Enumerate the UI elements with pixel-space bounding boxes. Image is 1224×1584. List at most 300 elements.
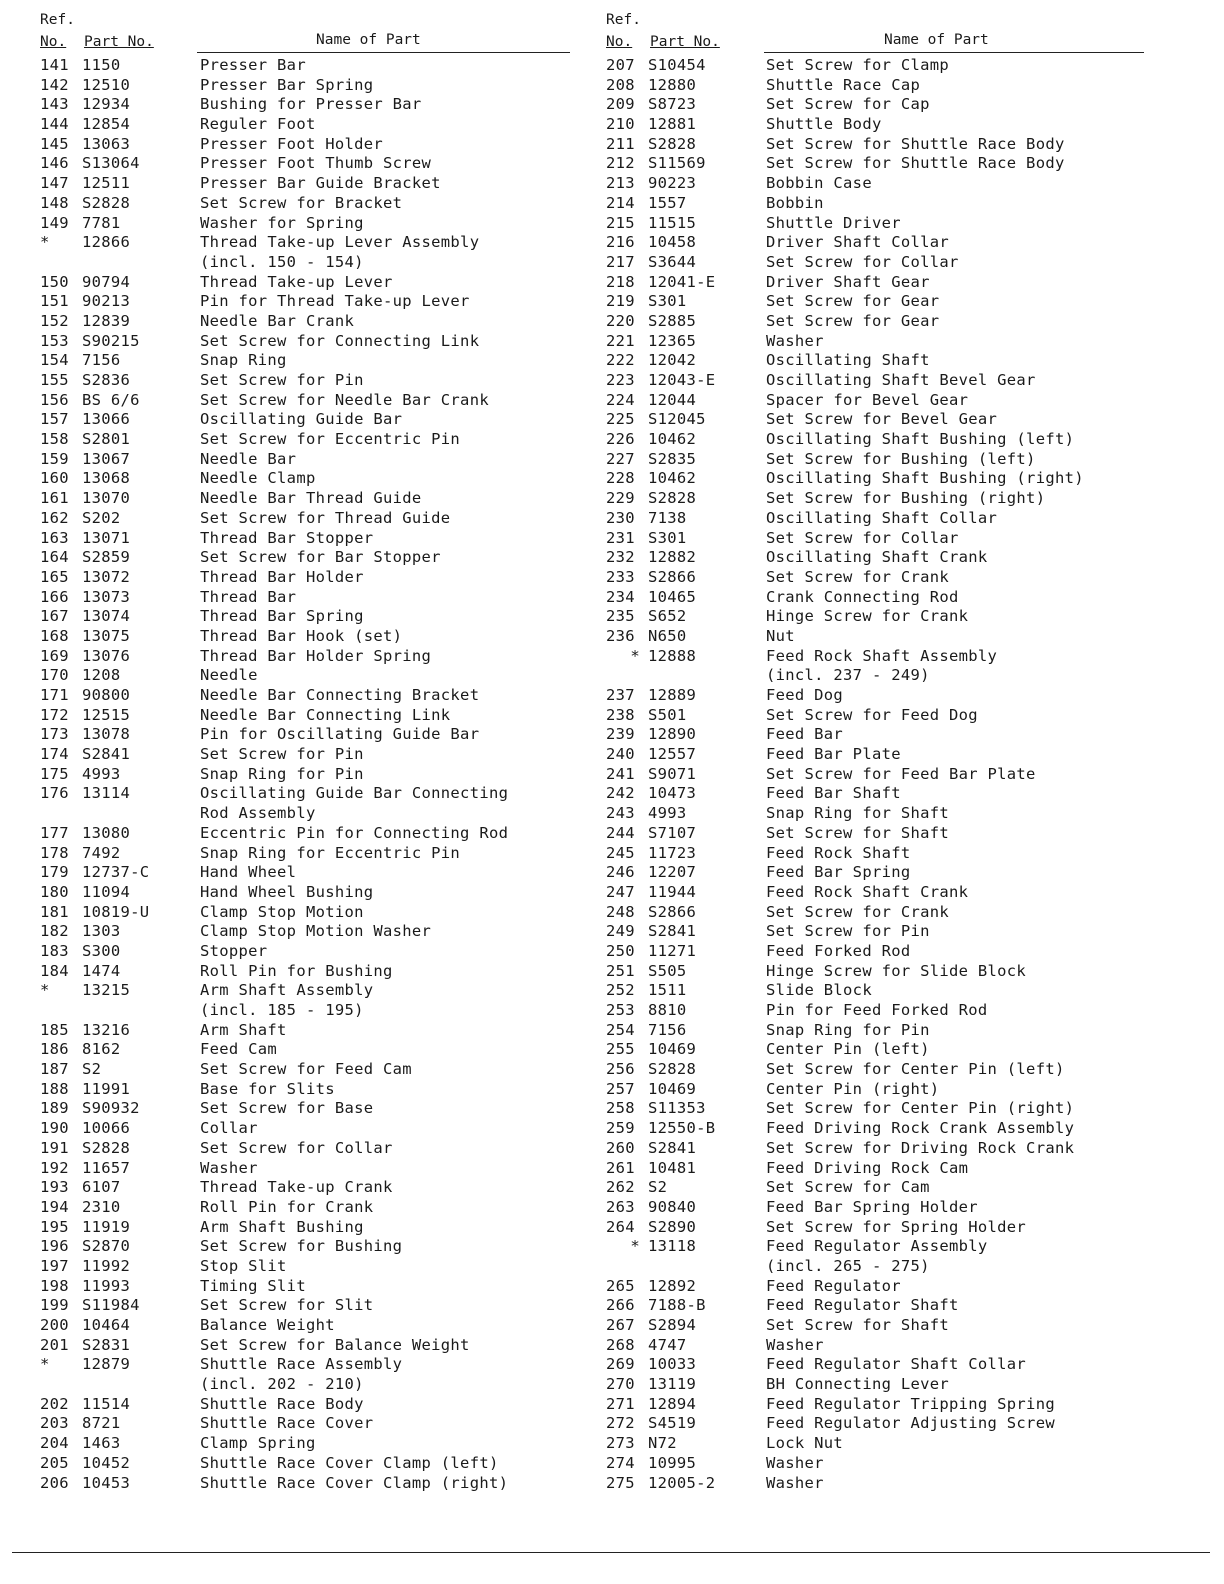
part-number: 8162: [82, 1040, 121, 1059]
ref-number: 273: [606, 1434, 635, 1453]
part-name: Shuttle Race Cap: [766, 75, 921, 94]
ref-number: 244: [606, 823, 635, 842]
ref-number: 216: [606, 233, 635, 252]
part-name: Balance Weight: [200, 1316, 335, 1334]
part-number: 7138: [648, 508, 687, 527]
part-row: [40, 1434, 580, 1454]
part-name: Oscillating Shaft Bushing (right): [766, 469, 1084, 488]
part-number: [648, 666, 766, 686]
part-name: Stopper: [200, 941, 268, 960]
part-row: [40, 1355, 580, 1375]
part-row: [606, 1257, 1166, 1277]
ref-number: 141: [40, 56, 69, 74]
ref-number: 182: [40, 922, 69, 941]
part-name: Needle Bar Connecting Link: [200, 705, 451, 724]
part-name: Set Screw for Gear: [766, 292, 940, 311]
part-number: 13070: [82, 489, 131, 508]
part-row: [40, 529, 580, 549]
part-row: [606, 1001, 1166, 1021]
part-row: [40, 725, 580, 745]
part-name: Set Screw for Clamp: [766, 56, 950, 74]
part-name: Set Screw for Collar: [766, 528, 959, 547]
part-name: Hand Wheel: [200, 863, 297, 882]
part-name: Set Screw for Pin: [200, 745, 364, 764]
ref-number: 142: [40, 75, 69, 94]
part-name: (incl. 185 - 195): [200, 1001, 364, 1019]
part-name: Thread Take-up Lever: [200, 272, 393, 291]
ref-number: 164: [40, 548, 69, 567]
part-row: [606, 529, 1166, 549]
ref-number: 183: [40, 941, 69, 960]
part-number: 90800: [82, 686, 131, 704]
part-name: Stop Slit: [200, 1256, 287, 1275]
part-name: Washer: [766, 1473, 824, 1492]
part-row: [40, 804, 580, 824]
part-row: [40, 469, 580, 489]
part-row: [40, 76, 580, 96]
part-row: [606, 607, 1166, 627]
ref-number: *: [630, 1237, 640, 1256]
ref-number: 224: [606, 390, 635, 409]
ref-number: 214: [606, 193, 635, 212]
part-name: Bobbin: [766, 193, 824, 212]
part-number: S301: [648, 528, 687, 547]
part-number: 7781: [82, 213, 121, 232]
part-number: 13068: [82, 469, 131, 488]
ref-number: 167: [40, 607, 69, 626]
ref-number: 241: [606, 764, 635, 783]
part-row: [40, 1178, 580, 1198]
ref-number: 159: [40, 449, 69, 468]
part-name: Feed Bar Shaft: [766, 784, 901, 803]
ref-number: 185: [40, 1020, 69, 1039]
part-row: [606, 863, 1166, 883]
part-row: [606, 903, 1166, 923]
part-number: 2310: [82, 1197, 121, 1216]
part-number: S4519: [648, 1414, 697, 1433]
ref-number: 171: [40, 686, 69, 704]
part-number: 12866: [82, 233, 131, 252]
part-name: Set Screw for Crank: [766, 567, 950, 586]
ref-number: 268: [606, 1335, 635, 1354]
part-name: Set Screw for Shaft: [766, 823, 950, 842]
part-name: Feed Regulator: [766, 1276, 901, 1295]
ref-number: [40, 1001, 82, 1021]
part-row: [40, 1099, 580, 1119]
ref-number: 271: [606, 1394, 635, 1413]
ref-number: 198: [40, 1276, 69, 1295]
ref-number: 145: [40, 134, 69, 153]
part-row: [40, 1336, 580, 1356]
ref-number: *: [630, 646, 640, 665]
ref-number: 196: [40, 1237, 69, 1256]
part-row: [606, 647, 1166, 667]
part-row: [606, 686, 1166, 706]
part-name: Shuttle Body: [766, 115, 882, 134]
part-row: [40, 1277, 580, 1297]
part-number: 10452: [82, 1453, 131, 1472]
part-number: S9071: [648, 764, 697, 783]
part-row: [40, 1080, 580, 1100]
part-name: Shuttle Race Cover: [200, 1414, 374, 1433]
part-row: [606, 568, 1166, 588]
part-row: [40, 332, 580, 352]
part-number: 13075: [82, 626, 131, 645]
part-row: [40, 1375, 580, 1395]
part-number: 11991: [82, 1079, 131, 1098]
part-name: Roll Pin for Bushing: [200, 961, 393, 980]
part-name: Pin for Oscillating Guide Bar: [200, 725, 480, 744]
part-number: 11094: [82, 882, 131, 901]
part-name: Thread Take-up Crank: [200, 1178, 393, 1197]
ref-number: 240: [606, 745, 635, 764]
part-number: S11984: [82, 1296, 140, 1315]
ref-number: 158: [40, 430, 69, 449]
ref-number: 174: [40, 745, 69, 764]
part-row: [40, 607, 580, 627]
left-parts-list: [40, 56, 580, 1493]
ref-number: 161: [40, 489, 69, 508]
part-number: [82, 253, 200, 273]
part-row: [40, 588, 580, 608]
part-row: [40, 1218, 580, 1238]
part-number: 90213: [82, 292, 131, 311]
part-row: [606, 273, 1166, 293]
part-number: 12879: [82, 1355, 131, 1374]
part-number: 12207: [648, 863, 697, 882]
part-row: [40, 745, 580, 765]
part-number: 11657: [82, 1158, 131, 1177]
part-name: Pin for Feed Forked Rod: [766, 1001, 988, 1019]
part-number: 12737-C: [82, 863, 150, 882]
part-number: S2831: [82, 1335, 131, 1354]
part-number: 11919: [82, 1217, 131, 1236]
part-row: [606, 135, 1166, 155]
ref-number: [40, 1375, 82, 1395]
part-number: 10033: [648, 1355, 697, 1374]
ref-number: 256: [606, 1060, 635, 1079]
ref-number: 169: [40, 646, 69, 665]
part-row: [40, 666, 580, 686]
part-number: 12365: [648, 331, 697, 350]
part-row: [40, 214, 580, 234]
ref-number: 207: [606, 56, 635, 74]
part-name: Set Screw for Balance Weight: [200, 1335, 470, 1354]
part-number: S2841: [82, 745, 131, 764]
part-number: S300: [82, 941, 121, 960]
part-number: S2836: [82, 371, 131, 389]
part-name: Washer: [766, 331, 824, 350]
part-number: 1208: [82, 666, 121, 685]
part-number: 12889: [648, 686, 697, 704]
no-label: No.: [606, 34, 633, 50]
ref-number: 247: [606, 882, 635, 901]
part-name: Needle Bar Connecting Bracket: [200, 686, 480, 704]
part-name: Feed Rock Shaft Crank: [766, 882, 969, 901]
part-number: 13080: [82, 823, 131, 842]
part-row: [40, 1198, 580, 1218]
part-row: [606, 1237, 1166, 1257]
part-number: S2841: [648, 1138, 697, 1157]
ref-number: 235: [606, 607, 635, 626]
part-name: Set Screw for Gear: [766, 311, 940, 330]
part-name: Set Screw for Collar: [766, 252, 959, 271]
part-name: Oscillating Shaft Collar: [766, 508, 998, 527]
part-name: Arm Shaft Bushing: [200, 1217, 364, 1236]
ref-number: 215: [606, 213, 635, 232]
part-number: S2841: [648, 922, 697, 941]
ref-number: 187: [40, 1060, 69, 1079]
part-number: S2828: [82, 193, 131, 212]
ref-number: 154: [40, 351, 69, 370]
part-name: Feed Regulator Shaft: [766, 1296, 959, 1315]
part-row: [40, 1296, 580, 1316]
ref-number: 213: [606, 174, 635, 193]
ref-number: 210: [606, 115, 635, 134]
ref-number: 239: [606, 725, 635, 744]
part-name: Set Screw for Bracket: [200, 193, 403, 212]
ref-number: 234: [606, 587, 635, 606]
part-number: 12515: [82, 705, 131, 724]
part-row: [606, 115, 1166, 135]
part-name: Bobbin Case: [766, 174, 872, 193]
part-name: Set Screw for Bushing: [200, 1237, 403, 1256]
ref-number: 176: [40, 784, 69, 803]
part-name: Thread Bar Stopper: [200, 528, 374, 547]
ref-number: 194: [40, 1197, 69, 1216]
part-number: 13071: [82, 528, 131, 547]
ref-number: 259: [606, 1119, 635, 1138]
part-row: [40, 233, 580, 253]
part-row: [606, 1080, 1166, 1100]
part-number: 10462: [648, 469, 697, 488]
ref-number: 188: [40, 1079, 69, 1098]
ref-number: 143: [40, 95, 69, 114]
part-number: 1150: [82, 56, 121, 74]
part-row: [40, 1395, 580, 1415]
part-number: 12511: [82, 174, 131, 193]
part-row: [606, 1296, 1166, 1316]
part-number: 4747: [648, 1335, 687, 1354]
ref-number: 209: [606, 95, 635, 114]
part-name: Feed Bar Spring: [766, 863, 911, 882]
part-row: [40, 1454, 580, 1474]
part-number: 10481: [648, 1158, 697, 1177]
part-name: Feed Driving Rock Crank Assembly: [766, 1119, 1075, 1138]
part-number: 12005-2: [648, 1473, 716, 1492]
part-number: 13215: [82, 981, 131, 1000]
part-number: 10995: [648, 1453, 697, 1472]
part-number: 10473: [648, 784, 697, 803]
ref-number: 205: [40, 1453, 69, 1472]
ref-number: 193: [40, 1178, 69, 1197]
ref-number: 257: [606, 1079, 635, 1098]
part-name: Set Screw for Driving Rock Crank: [766, 1138, 1075, 1157]
ref-number: *: [40, 981, 50, 1000]
ref-number: 179: [40, 863, 69, 882]
part-number: 13114: [82, 784, 131, 803]
part-name: Feed Regulator Adjusting Screw: [766, 1414, 1055, 1433]
part-name: Set Screw for Cam: [766, 1178, 930, 1197]
part-name: Thread Bar: [200, 587, 297, 606]
part-name: Set Screw for Cap: [766, 95, 930, 114]
ref-number: 204: [40, 1434, 69, 1453]
part-name: Shuttle Race Cover Clamp (right): [200, 1473, 509, 1492]
ref-number: 266: [606, 1296, 635, 1315]
ref-number: 267: [606, 1316, 635, 1334]
right-column-header: [606, 12, 1166, 56]
part-number: 13074: [82, 607, 131, 626]
part-number: 90794: [82, 272, 131, 291]
part-name: Feed Bar Spring Holder: [766, 1197, 978, 1216]
ref-number: 172: [40, 705, 69, 724]
part-row: [40, 1001, 580, 1021]
part-number: S90932: [82, 1099, 140, 1118]
part-row: [40, 273, 580, 293]
part-row: [606, 312, 1166, 332]
left-column-header: [40, 12, 580, 56]
part-number: 13067: [82, 449, 131, 468]
ref-number: 177: [40, 823, 69, 842]
part-name: Washer: [200, 1158, 258, 1177]
right-parts-list: [606, 56, 1166, 1493]
part-row: [40, 1474, 580, 1494]
part-row: [40, 174, 580, 194]
part-name: (incl. 237 - 249): [766, 666, 930, 685]
ref-number: 252: [606, 981, 635, 1000]
part-row: [606, 430, 1166, 450]
part-row: [606, 253, 1166, 273]
part-name: Needle Bar Crank: [200, 311, 355, 330]
part-number: 1474: [82, 961, 121, 980]
part-row: [40, 135, 580, 155]
part-row: [606, 1375, 1166, 1395]
ref-number: 173: [40, 725, 69, 744]
part-number: 13073: [82, 587, 131, 606]
part-name: Oscillating Shaft Bushing (left): [766, 430, 1075, 449]
part-name: Collar: [200, 1119, 258, 1138]
ref-number: 153: [40, 331, 69, 350]
part-row: [606, 56, 1166, 76]
part-name: Presser Bar Guide Bracket: [200, 174, 441, 193]
part-row: [40, 568, 580, 588]
part-no-label: Part No.: [650, 34, 720, 50]
part-row: [40, 1119, 580, 1139]
part-row: [606, 154, 1166, 174]
part-row: [40, 706, 580, 726]
part-number: 12934: [82, 95, 131, 114]
part-number: N650: [648, 626, 687, 645]
part-row: [606, 1060, 1166, 1080]
part-name: (incl. 150 - 154): [200, 252, 364, 271]
part-name: Set Screw for Bevel Gear: [766, 410, 998, 429]
ref-number: 202: [40, 1394, 69, 1413]
part-row: [40, 863, 580, 883]
part-row: [606, 981, 1166, 1001]
part-number: 10453: [82, 1473, 131, 1492]
part-row: [606, 942, 1166, 962]
ref-number: 251: [606, 961, 635, 980]
ref-number: 238: [606, 705, 635, 724]
part-row: [40, 1139, 580, 1159]
part-name: Set Screw for Spring Holder: [766, 1217, 1027, 1236]
part-row: [606, 391, 1166, 411]
part-number: S652: [648, 607, 687, 626]
part-row: [40, 784, 580, 804]
ref-number: 254: [606, 1020, 635, 1039]
header-rule: [197, 52, 570, 53]
part-row: [606, 824, 1166, 844]
ref-number: 275: [606, 1473, 635, 1492]
part-row: [606, 1178, 1166, 1198]
ref-number: 191: [40, 1138, 69, 1157]
page-bottom-rule: [12, 1552, 1210, 1553]
part-row: [40, 765, 580, 785]
part-number: 11944: [648, 882, 697, 901]
ref-number: 232: [606, 548, 635, 567]
part-number: S501: [648, 705, 687, 724]
part-row: [606, 1021, 1166, 1041]
part-number: 11514: [82, 1394, 131, 1413]
part-row: [606, 1218, 1166, 1238]
ref-number: 147: [40, 174, 69, 193]
ref-number: 190: [40, 1119, 69, 1138]
ref-number: 260: [606, 1138, 635, 1157]
part-name: Set Screw for Shuttle Race Body: [766, 154, 1065, 173]
part-row: [40, 95, 580, 115]
part-number: 7492: [82, 843, 121, 862]
part-number: [82, 1375, 200, 1395]
part-number: S7107: [648, 823, 697, 842]
part-row: [606, 332, 1166, 352]
part-name: Bushing for Presser Bar: [200, 95, 422, 114]
part-name: Center Pin (left): [766, 1040, 930, 1059]
part-number: BS 6/6: [82, 390, 140, 409]
part-row: [606, 725, 1166, 745]
part-number: 12510: [82, 75, 131, 94]
ref-number: 199: [40, 1296, 69, 1315]
ref-number: 230: [606, 508, 635, 527]
part-name: Hinge Screw for Slide Block: [766, 961, 1027, 980]
part-name: Driver Shaft Gear: [766, 272, 930, 291]
part-row: [606, 666, 1166, 686]
part-row: [606, 784, 1166, 804]
ref-number: 250: [606, 941, 635, 960]
part-number: 13072: [82, 567, 131, 586]
part-number: 7156: [648, 1020, 687, 1039]
ref-number: 226: [606, 430, 635, 449]
part-number: 13078: [82, 725, 131, 744]
part-number: 10464: [82, 1316, 131, 1334]
part-row: [606, 548, 1166, 568]
part-row: [40, 56, 580, 76]
ref-number: 200: [40, 1316, 69, 1334]
part-name: BH Connecting Lever: [766, 1375, 950, 1394]
ref-number: 156: [40, 390, 69, 409]
part-number: 13118: [648, 1237, 697, 1256]
part-number: S2866: [648, 567, 697, 586]
part-row: [40, 548, 580, 568]
part-name: Snap Ring for Eccentric Pin: [200, 843, 461, 862]
part-row: [606, 469, 1166, 489]
part-name: Set Screw for Base: [200, 1099, 374, 1118]
ref-number: 163: [40, 528, 69, 547]
ref-number: 186: [40, 1040, 69, 1059]
ref-number: 165: [40, 567, 69, 586]
part-row: [606, 194, 1166, 214]
part-name: Thread Bar Spring: [200, 607, 364, 626]
part-name: Feed Regulator Shaft Collar: [766, 1355, 1027, 1374]
